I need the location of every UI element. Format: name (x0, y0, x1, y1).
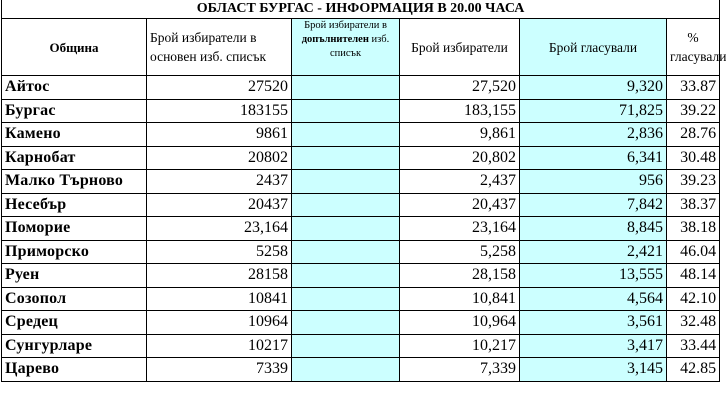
header-percent: % гласували (667, 19, 720, 76)
table-row (2, 76, 720, 100)
voted-cell: 3,417 (520, 334, 667, 358)
extra-list-cell (292, 240, 400, 264)
table-row (2, 99, 720, 123)
municipality-cell: Руен (2, 264, 147, 288)
voters-cell: 10,217 (400, 334, 520, 358)
table-row (2, 217, 720, 241)
extra-list-cell (292, 99, 400, 123)
municipality-cell: Несебър (2, 193, 147, 217)
main-list-cell: 28158 (147, 264, 292, 288)
header-municipality: Община (2, 19, 147, 76)
title-row (2, 0, 720, 19)
voters-cell: 23,164 (400, 217, 520, 241)
extra-list-cell (292, 76, 400, 100)
municipality-cell: Приморско (2, 240, 147, 264)
table-row (2, 240, 720, 264)
voted-cell: 71,825 (520, 99, 667, 123)
extra-list-cell (292, 146, 400, 170)
voted-cell: 6,341 (520, 146, 667, 170)
main-list-cell: 7339 (147, 358, 292, 382)
extra-list-cell (292, 334, 400, 358)
header-extra-bold: допълнителен (301, 34, 369, 45)
percent-cell: 38.18 (667, 217, 720, 241)
percent-cell: 42.85 (667, 358, 720, 382)
municipality-cell: Айтос (2, 76, 147, 100)
extra-list-cell (292, 193, 400, 217)
main-list-cell: 10841 (147, 287, 292, 311)
voters-cell: 7,339 (400, 358, 520, 382)
municipality-cell: Камено (2, 123, 147, 147)
main-list-cell: 27520 (147, 76, 292, 100)
extra-list-cell (292, 311, 400, 335)
table-row (2, 170, 720, 194)
header-row (2, 19, 720, 76)
extra-list-cell (292, 123, 400, 147)
voters-cell: 2,437 (400, 170, 520, 194)
header-voted: Брой гласували (520, 19, 667, 76)
turnout-table (1, 0, 726, 382)
voted-cell: 3,561 (520, 311, 667, 335)
municipality-cell: Бургас (2, 99, 147, 123)
main-list-cell: 10217 (147, 334, 292, 358)
voters-cell: 20,802 (400, 146, 520, 170)
voters-cell: 183,155 (400, 99, 520, 123)
municipality-cell: Малко Търново (2, 170, 147, 194)
percent-cell: 38.37 (667, 193, 720, 217)
main-list-cell: 2437 (147, 170, 292, 194)
percent-cell: 39.23 (667, 170, 720, 194)
extra-list-cell (292, 287, 400, 311)
percent-cell: 32.48 (667, 311, 720, 335)
main-list-cell: 23,164 (147, 217, 292, 241)
voters-cell: 27,520 (400, 76, 520, 100)
main-list-cell: 9861 (147, 123, 292, 147)
percent-cell: 33.44 (667, 334, 720, 358)
table-row (2, 193, 720, 217)
table-row (2, 123, 720, 147)
percent-cell: 42.10 (667, 287, 720, 311)
table-title: ОБЛАСТ БУРГАС - ИНФОРМАЦИЯ В 20.00 ЧАСА (2, 0, 720, 19)
extra-list-cell (292, 217, 400, 241)
table-row (2, 264, 720, 288)
table-row (2, 146, 720, 170)
main-list-cell: 20802 (147, 146, 292, 170)
header-voters: Брой избиратели (400, 19, 520, 76)
municipality-cell: Царево (2, 358, 147, 382)
municipality-cell: Средец (2, 311, 147, 335)
percent-cell: 46.04 (667, 240, 720, 264)
municipality-cell: Сунгурларе (2, 334, 147, 358)
voted-cell: 9,320 (520, 76, 667, 100)
municipality-cell: Поморие (2, 217, 147, 241)
voted-cell: 4,564 (520, 287, 667, 311)
header-extra-list (292, 19, 400, 76)
voters-cell: 10,841 (400, 287, 520, 311)
voters-cell: 20,437 (400, 193, 520, 217)
header-main-list: Брой избиратели в основен изб. списък (147, 19, 292, 76)
voted-cell: 8,845 (520, 217, 667, 241)
extra-list-cell (292, 264, 400, 288)
table-row (2, 358, 720, 382)
voters-cell: 5,258 (400, 240, 520, 264)
municipality-cell: Карнобат (2, 146, 147, 170)
main-list-cell: 183155 (147, 99, 292, 123)
voted-cell: 2,421 (520, 240, 667, 264)
municipality-cell: Созопол (2, 287, 147, 311)
percent-cell: 48.14 (667, 264, 720, 288)
voted-cell: 13,555 (520, 264, 667, 288)
voters-cell: 28,158 (400, 264, 520, 288)
extra-list-cell (292, 170, 400, 194)
voted-cell: 956 (520, 170, 667, 194)
header-extra-post: изб. списък (329, 34, 390, 59)
main-list-cell: 10964 (147, 311, 292, 335)
header-extra-pre: Брой избиратели в (304, 20, 387, 31)
percent-cell: 39.22 (667, 99, 720, 123)
voted-cell: 2,836 (520, 123, 667, 147)
percent-cell: 30.48 (667, 146, 720, 170)
voted-cell: 3,145 (520, 358, 667, 382)
voted-cell: 7,842 (520, 193, 667, 217)
percent-cell: 33.87 (667, 76, 720, 100)
percent-cell: 28.76 (667, 123, 720, 147)
extra-list-cell (292, 358, 400, 382)
table-row (2, 287, 720, 311)
table-row (2, 311, 720, 335)
table-row (2, 334, 720, 358)
main-list-cell: 5258 (147, 240, 292, 264)
voters-cell: 9,861 (400, 123, 520, 147)
voters-cell: 10,964 (400, 311, 520, 335)
main-list-cell: 20437 (147, 193, 292, 217)
